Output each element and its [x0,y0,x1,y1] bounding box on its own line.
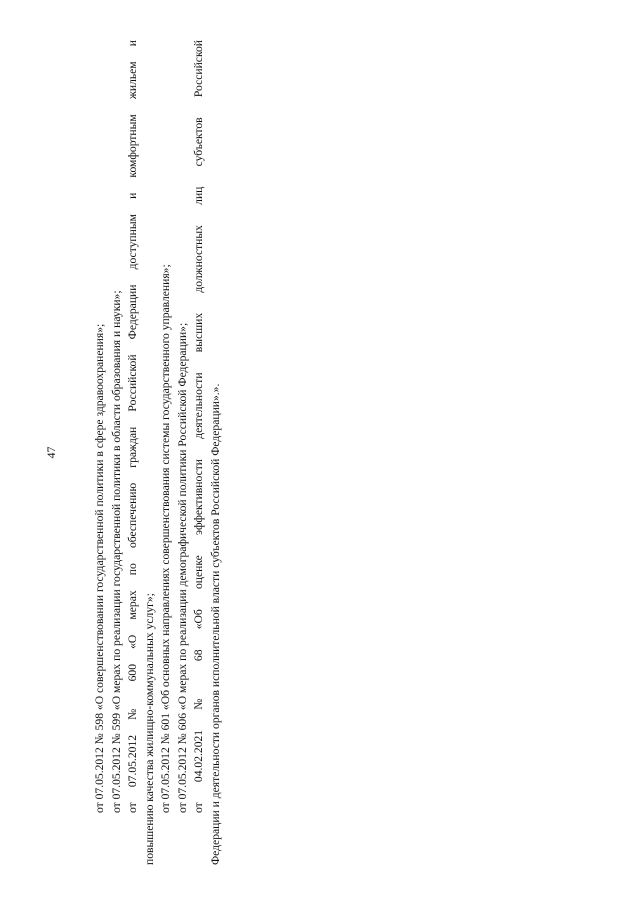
list-item: от 07.05.2012 № 601 «Об основных направлениях совершенствования системы государственного управления»; [159,264,172,813]
page-number: 47 [44,446,58,459]
list-item: от 07.05.2012 № 598 «О совершенствовании государственной политики в сфере здравоохранения»; [93,323,106,813]
list-item: от 04.02.2021 № 68 «Об оценке эффективности деятельности высших должностных лиц субъектов Российской [192,40,205,813]
rotated-content [40,40,240,865]
list-item: от 07.05.2012 № 599 «О мерах по реализации государственной политики в области образования и науки»; [109,290,123,813]
list-item-continuation: Федерации и деятельности органов исполнительной власти субъектов Российской Федерации».». [208,383,222,865]
list-item: от 07.05.2012 № 606 «О мерах по реализации демографической политики Российской Федерации»; [175,322,189,813]
decree-list [92,40,224,865]
list-item: от 07.05.2012 № 600 «О мерах по обеспечению граждан Российской Федерации доступным и комфортным жильем и [126,40,139,813]
list-item-continuation: повышению качества жилищно-коммунальных услуг»; [142,593,156,865]
